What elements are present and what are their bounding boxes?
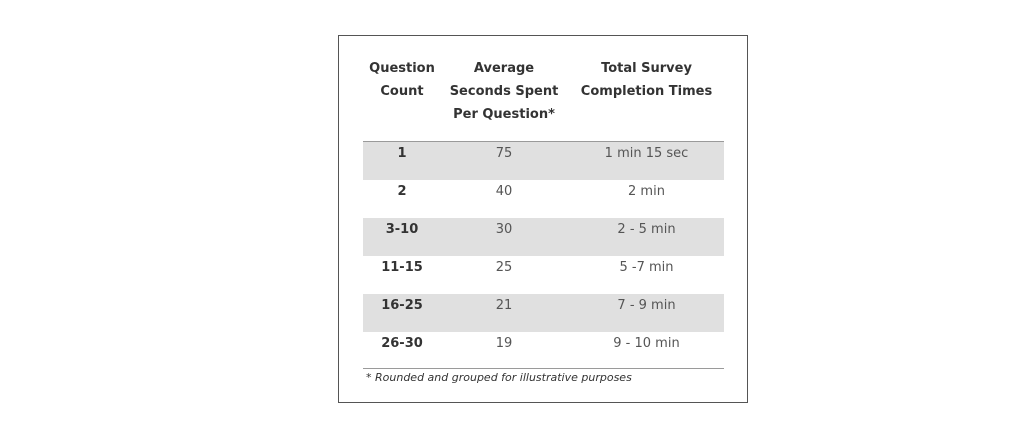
cell-question-count: 11-15 (381, 260, 423, 275)
cell-average-seconds: 25 (495, 260, 513, 275)
survey-time-table (363, 36, 724, 370)
table-body (363, 142, 724, 370)
table-header (363, 36, 724, 142)
cell-average-seconds: 40 (495, 184, 513, 199)
table-frame (338, 35, 748, 403)
table-row (363, 218, 724, 256)
cell-average-seconds: 30 (495, 222, 513, 237)
header-question-count: Question Count (369, 61, 435, 99)
cell-completion-time: 2 min (628, 184, 665, 199)
table-row (363, 142, 724, 180)
cell-average-seconds: 19 (495, 336, 513, 351)
cell-question-count: 2 (397, 184, 407, 199)
header-average-seconds: Average Seconds Spent Per Question* (449, 61, 559, 122)
cell-question-count: 16-25 (381, 298, 423, 313)
table-row (363, 332, 724, 370)
footnote: * Rounded and grouped for illustrative purposes (366, 371, 632, 384)
cell-completion-time: 5 -7 min (619, 260, 674, 275)
cell-completion-time: 2 - 5 min (617, 222, 676, 237)
cell-question-count: 1 (397, 146, 407, 161)
table-row (363, 294, 724, 332)
cell-question-count: 26-30 (381, 336, 423, 351)
table-row (363, 180, 724, 218)
footnote-divider (363, 368, 724, 369)
cell-average-seconds: 21 (495, 298, 513, 313)
cell-question-count: 3-10 (385, 222, 419, 237)
cell-completion-time: 7 - 9 min (617, 298, 676, 313)
header-total-completion: Total Survey Completion Times (580, 61, 713, 99)
cell-completion-time: 1 min 15 sec (604, 146, 689, 161)
cell-average-seconds: 75 (495, 146, 513, 161)
table-row (363, 256, 724, 294)
cell-completion-time: 9 - 10 min (613, 336, 680, 351)
